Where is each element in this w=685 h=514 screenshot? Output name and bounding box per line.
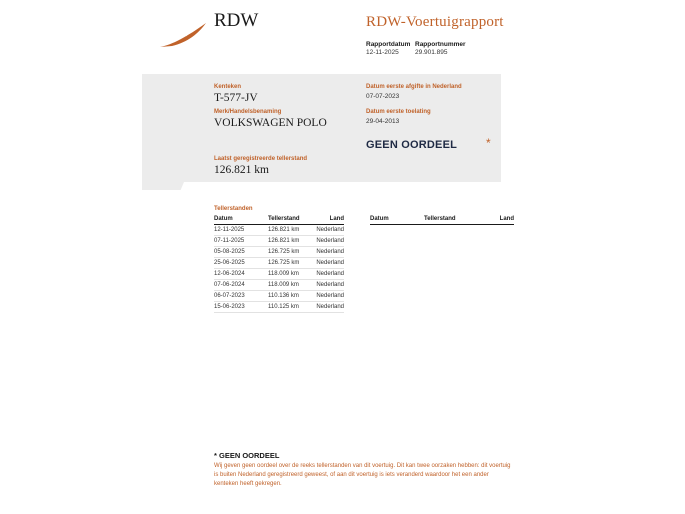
reading-country: Nederland xyxy=(314,269,344,280)
reading-country: Nederland xyxy=(314,291,344,302)
reading-country: Nederland xyxy=(314,302,344,313)
verdict-footnote-marker: * xyxy=(486,136,491,150)
reading-value: 126.821 km xyxy=(268,236,314,247)
table-row xyxy=(214,236,344,247)
readings-section-title: Tellerstanden xyxy=(214,206,253,212)
footnote-title: * GEEN OORDEEL xyxy=(214,451,280,460)
reading-country: Nederland xyxy=(314,247,344,258)
reading-date: 06-07-2023 xyxy=(214,291,268,302)
table-row xyxy=(214,258,344,269)
reading-date: 12-06-2024 xyxy=(214,269,268,280)
readings-table-body xyxy=(214,225,344,313)
reading-date: 15-06-2023 xyxy=(214,302,268,313)
reading-value: 110.136 km xyxy=(268,291,314,302)
odometer-label: Laatst geregistreerde tellerstand xyxy=(214,156,308,162)
reading-value: 118.009 km xyxy=(268,269,314,280)
table-row xyxy=(214,302,344,313)
column-header-date: Datum xyxy=(214,215,268,225)
plate-label: Kenteken xyxy=(214,84,242,90)
report-number-label: Rapportnummer xyxy=(415,41,466,48)
reading-value: 126.725 km xyxy=(268,258,314,269)
reading-country: Nederland xyxy=(314,236,344,247)
reading-value: 126.821 km xyxy=(268,225,314,236)
make-label: Merk/Handelsbenaming xyxy=(214,109,282,115)
column-header-reading: Tellerstand xyxy=(268,215,314,225)
reading-value: 110.125 km xyxy=(268,302,314,313)
first-nl-value: 07-07-2023 xyxy=(366,93,400,100)
table-row xyxy=(214,269,344,280)
reading-country: Nederland xyxy=(314,280,344,291)
odometer-value: 126.821 km xyxy=(214,164,269,176)
footnote-text: Wij geven geen oordeel over de reeks tellerstanden van dit voertuig. Dit kan twee oorzaken hebben: dit voertuig is buiten Nederland geregistreerd geweest, of aan dit voertuig is iets veranderd waardoor het een ander kenteken heeft gekregen. xyxy=(214,463,511,487)
make-value: VOLKSWAGEN POLO xyxy=(214,117,327,129)
column-header-date: Datum xyxy=(370,215,424,225)
readings-table-right xyxy=(370,215,514,225)
reading-country: Nederland xyxy=(314,258,344,269)
table-row xyxy=(214,280,344,291)
reading-value: 126.725 km xyxy=(268,247,314,258)
verdict-text: GEEN OORDEEL xyxy=(366,139,458,151)
column-header-country: Land xyxy=(314,215,344,225)
readings-table-left xyxy=(214,215,344,313)
panel-tab-decoration xyxy=(142,182,184,190)
first-admission-label: Datum eerste toelating xyxy=(366,109,431,115)
reading-date: 25-06-2025 xyxy=(214,258,268,269)
reading-country: Nederland xyxy=(314,225,344,236)
report-number: 29.901.895 xyxy=(415,49,448,56)
reading-value: 118.009 km xyxy=(268,280,314,291)
report-title: RDW-Voertuigrapport xyxy=(366,14,504,30)
first-nl-label: Datum eerste afgifte in Nederland xyxy=(366,84,462,90)
reading-date: 07-11-2025 xyxy=(214,236,268,247)
column-header-country: Land xyxy=(484,215,514,225)
plate-value: T-577-JV xyxy=(214,92,258,104)
reading-date: 05-08-2025 xyxy=(214,247,268,258)
first-admission-value: 29-04-2013 xyxy=(366,118,400,125)
table-row xyxy=(214,225,344,236)
rdw-logo xyxy=(158,20,208,50)
table-row xyxy=(214,247,344,258)
report-date-label: Rapportdatum xyxy=(366,41,411,48)
reading-date: 12-11-2025 xyxy=(214,225,268,236)
reading-date: 07-06-2024 xyxy=(214,280,268,291)
report-date: 12-11-2025 xyxy=(366,49,399,56)
brand-name: RDW xyxy=(214,10,259,31)
table-row xyxy=(214,291,344,302)
column-header-reading: Tellerstand xyxy=(424,215,484,225)
